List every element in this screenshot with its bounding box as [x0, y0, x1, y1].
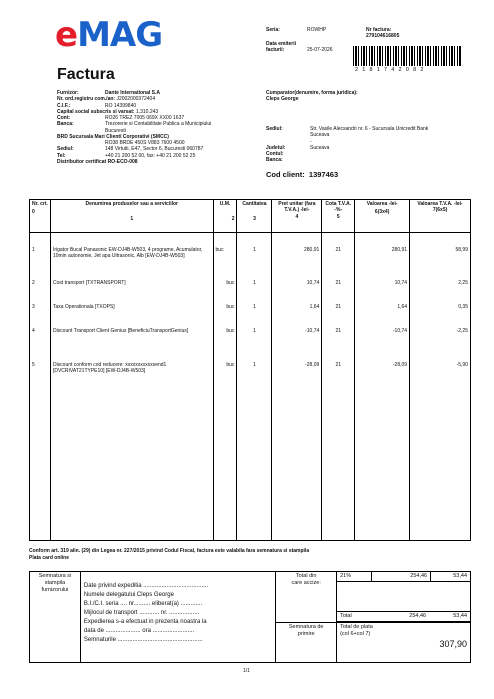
- page-number: 1/1: [243, 668, 250, 674]
- total-values: [337, 572, 471, 623]
- invoice-number: 279104616805: [366, 33, 400, 39]
- total-vat: 53,44: [453, 573, 467, 579]
- table-row: 4 Discount Transport Client Genius [BeneficiuTransportGenius] buc 1 -10,74 21 -10,74 -2,25: [30, 327, 471, 361]
- shipping-details: Date privind expeditia ....................................... Numele delegatului Cleps George B.I./C.I. seria .... nr.......... eliberat(a) ............. Mijlocul de transport ............ nr. .................. Expedierea s-a efectuat in prezenta noastra la data de ..................... ora ......................... Semnaturile ...................................................: [80, 572, 275, 663]
- total-row-vat: 53,44: [453, 612, 467, 619]
- page-title: Factura: [57, 66, 115, 83]
- table-header-row: [30, 200, 471, 233]
- total-base: 254,46: [372, 572, 431, 581]
- total-row-label: Total: [340, 612, 352, 619]
- customer-address: Sediul: Str. Vasile Alecsandri nr. 6 - Sucursala Unicredit Bank Suceava - Judetul: Suceava Contul: Banca:: [266, 126, 429, 164]
- col-price: Pret unitar (fara T.V.A.) -lei- 4: [272, 200, 322, 233]
- emag-logo: eMAG: [55, 15, 163, 55]
- legal-note: Conform art. 319 alin. (29) din Legea nr. 227/2015 privind Codul Fiscal, factura este valabila fara semnatura si stampila: [29, 548, 310, 554]
- supplier-stamp: Semnatura si stampila furnizorului: [30, 572, 81, 663]
- seria-label: Seria:: [266, 27, 280, 33]
- total-label: Total din care accize:: [276, 572, 337, 623]
- col-value: Valoarea -lei- 6(3x4): [355, 200, 410, 233]
- table-row: 3 Taxa Operationala [TXOPS] buc 1 1,64 21 1,64 0,35: [30, 303, 471, 327]
- col-vat: Cota T.V.A. -%- 5: [322, 200, 355, 233]
- issue-date-label-1: Data emiterii: [266, 41, 297, 47]
- col-qty: Cantitatea 3: [237, 200, 272, 233]
- supplier-block: Furnizor: Dante International S.A Nr. ord.registru com./an: J2002000372404 C.I.F.: RO 14399840 Capital social subscris si varsat: 1.310.243 Cont: RO26 TREZ 7005 069X XX00 1637 Banca: Trezorerie si Contabilitate Publica a Municipiului Bucuresti BRD Sucursala Mari Clienti Corporativi (SMCC) RO38 BRDE 450S V883 7600 4500 Sediul: 148 Virtutii, E47, Sector 6, Bucuresti 060787 Tel: +40 21 200 52 00, fax: +40 21 200 52 25 Distribuitor certificat RO-ECO-008: [57, 90, 212, 165]
- table-row: 1 Irigator Bucal Panasonic EW-DJ4B-W503, 4 programe, Acumulator, 10min autonomie, Jet apa Ultrasonic, Alb [EW-DJ4B-W503] buc 1 280,91 21 280,91 58,99: [30, 233, 471, 279]
- payment-note: Plata card online: [29, 555, 70, 561]
- items-table: [29, 199, 471, 541]
- col-vat-value: Valoarea T.V.A. -lei- 7(6x5): [410, 200, 471, 233]
- grand-total-cell: Total de plata (col 6+col 7) 307,90: [337, 622, 471, 662]
- footer-table: [29, 571, 471, 663]
- issue-date-label-2: facturii:: [266, 47, 285, 53]
- total-row-base: 254,46: [409, 612, 427, 619]
- col-um: U.M. 2: [213, 200, 237, 233]
- barcode-number: 2181742082: [355, 67, 428, 73]
- total-vat-rate: 21%: [337, 572, 372, 581]
- barcode: [353, 46, 461, 66]
- table-row: 5 Discount conform cod reducere: xxxxxxxxxxxxend1 [DVCRIVAT21TYPE10] [EW-DJ4B-W503] buc 1 -28,09 21 -28,09 -5,90: [30, 361, 471, 541]
- grand-total: 307,90: [439, 638, 467, 649]
- col-desc: Denumirea produselor sau a serviciilor 1: [50, 200, 213, 233]
- receipt-signature: Semnatura de primire: [276, 622, 337, 662]
- customer-block: Cumparator(denumire, forma juridica): Cleps George: [266, 90, 358, 103]
- issue-date: 25-07-2026: [307, 47, 333, 53]
- invoice-number-label: Nr factura:: [366, 27, 392, 33]
- client-code: Cod client: 1397463: [266, 170, 339, 179]
- col-nr: Nr. crt. 0: [30, 200, 51, 233]
- table-row: 2 Cost transport [TXTRANSPORT] buc 1 10,74 21 10,74 2,25: [30, 279, 471, 303]
- seria-value: ROWHP: [307, 27, 327, 33]
